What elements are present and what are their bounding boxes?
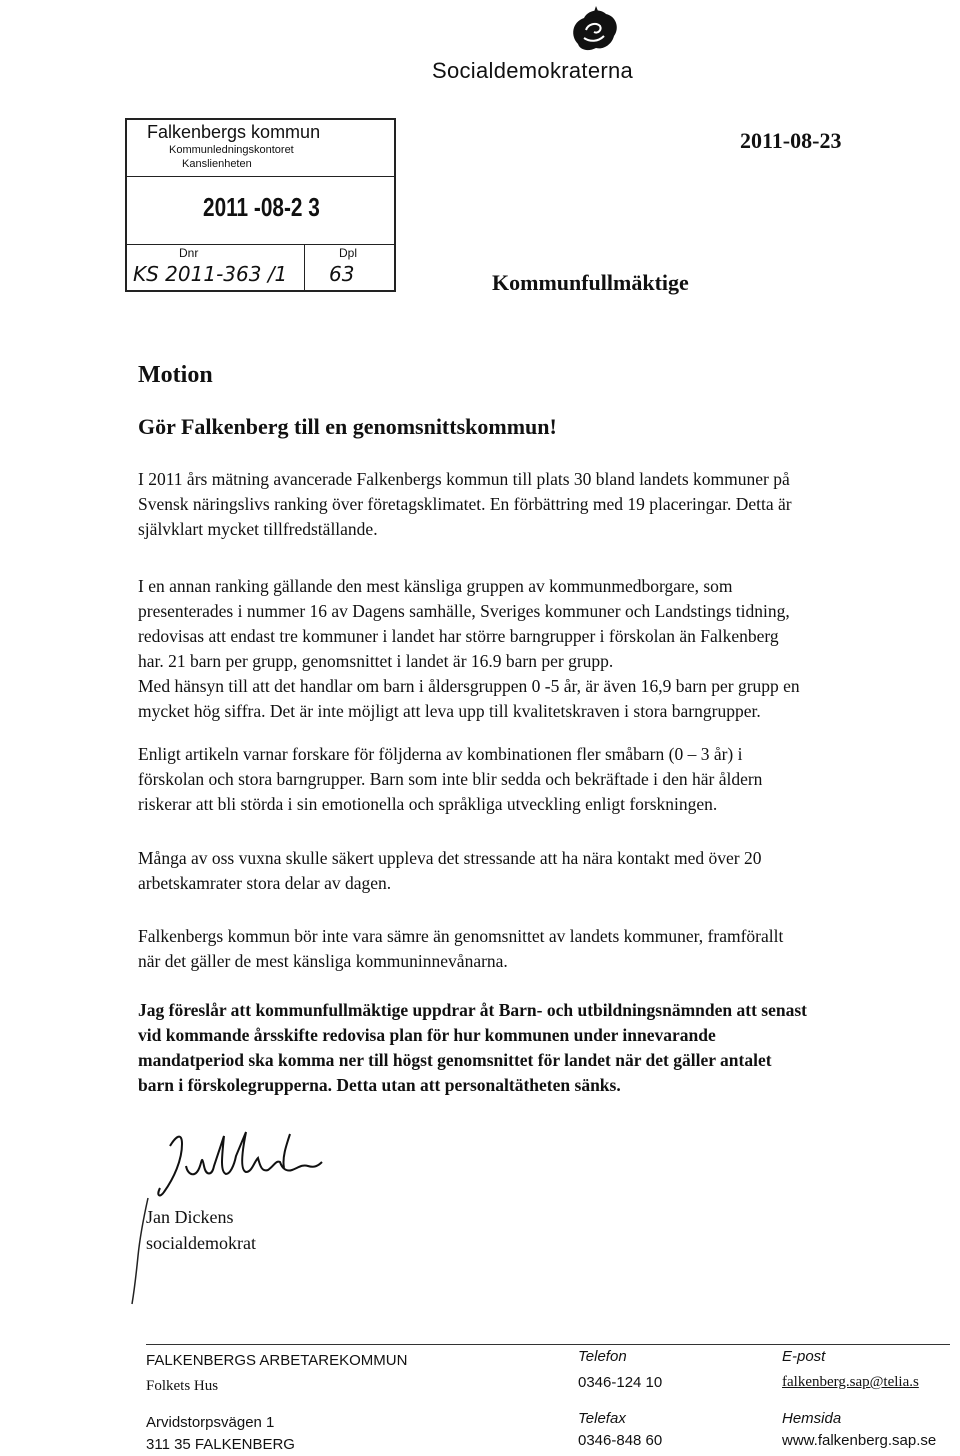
document-date: 2011-08-23: [740, 128, 842, 153]
text-line: arbetskamrater stora delar av dagen.: [138, 873, 392, 893]
footer-email-label: E-post: [782, 1348, 826, 1365]
text-line: riskerar att bli störda i sin emotionella och språkliga utveckling enligt forskningen.: [138, 794, 718, 814]
stamp-dnr-label: Dnr: [179, 246, 199, 260]
footer-fax-value: 0346-848 60: [578, 1432, 663, 1449]
party-name: Socialdemokraterna: [432, 58, 634, 83]
stamp-unit: Kanslienheten: [182, 158, 252, 170]
text-line: mycket hög siffra. Det är inte möjligt att leva upp till kvalitetskraven i stora barngrupper.: [138, 701, 761, 721]
stamp-divider: [127, 176, 394, 177]
proposal-paragraph: [138, 998, 938, 1098]
stamp-dnr-value: KS 2011-363 /1: [133, 262, 288, 286]
text-line: I en annan ranking gällande den mest känsliga gruppen av kommunmedborgare, som: [138, 576, 733, 596]
stamp-dpl-value: 63: [329, 262, 355, 286]
footer-phone-value: 0346-124 10: [578, 1374, 663, 1391]
handwritten-signature: [142, 1126, 342, 1206]
text-line: förskolan och stora barngrupper. Barn som inte blir sedda och bekräftade i den här åldern: [138, 769, 763, 789]
stamp-divider: [127, 244, 394, 245]
footer-address-street: Arvidstorpsvägen 1: [146, 1414, 275, 1431]
stamp-department: Kommunledningskontoret: [169, 144, 294, 156]
text-line: barn i förskolegrupperna. Detta utan att personaltätheten sänks.: [138, 1075, 621, 1095]
footer-fax-label: Telefax: [578, 1410, 626, 1427]
text-line: har. 21 barn per grupp, genomsnittet i landet är 16.9 barn per grupp.: [138, 651, 614, 671]
text-line: självklart mycket tillfredställande.: [138, 519, 378, 539]
text-line: Jag föreslår att kommunfullmäktige uppdrar åt Barn- och utbildningsnämnden att senast: [138, 1000, 807, 1020]
text-line: Svensk näringslivs ranking över företagsklimatet. En förbättring med 19 placeringar. Detta är: [138, 494, 792, 514]
text-line: Enligt artikeln varnar forskare för följderna av kombinationen fler småbarn (0 – 3 år) i: [138, 744, 743, 764]
footer-address-city: 311 35 FALKENBERG: [146, 1436, 295, 1453]
footer-web-label: Hemsida: [782, 1410, 842, 1427]
paragraph: [138, 924, 938, 974]
text-line: I 2011 års mätning avancerade Falkenbergs kommun till plats 30 bland landets kommuner på: [138, 469, 790, 489]
text-line: vid kommande årsskifte redovisa plan för hur kommunen under innevarande: [138, 1025, 716, 1045]
signer-title: socialdemokrat: [146, 1233, 256, 1253]
rose-in-hand-icon: [566, 4, 622, 56]
footer-org-name: FALKENBERGS ARBETAREKOMMUN: [146, 1352, 408, 1369]
text-line: Många av oss vuxna skulle säkert uppleva det stressande att ha nära kontakt med över 20: [138, 848, 762, 868]
text-line: Med hänsyn till att det handlar om barn i åldersgruppen 0 -5 år, är även 16,9 barn per grupp en: [138, 676, 800, 696]
footer-email-link[interactable]: falkenberg.sap@telia.s: [782, 1374, 919, 1390]
paragraph: [138, 846, 938, 896]
stamp-dpl-label: Dpl: [339, 246, 358, 260]
stamp-divider: [304, 244, 305, 290]
registration-stamp: [125, 118, 396, 292]
stamp-date: 2011 -08-2 3: [203, 192, 320, 222]
footer-org-building: Folkets Hus: [146, 1378, 219, 1394]
footer-web-link[interactable]: www.falkenberg.sap.se: [782, 1432, 937, 1449]
signer-name: Jan Dickens: [146, 1207, 234, 1227]
text-line: mandatperiod ska komma ner till högst genomsnittet för landet när det gäller antalet: [138, 1050, 772, 1070]
text-line: när det gäller de mest känsliga kommuninnevånarna.: [138, 951, 508, 971]
paragraph: [138, 467, 938, 542]
text-line: Falkenbergs kommun bör inte vara sämre än genomsnittet av landets kommuner, framförallt: [138, 926, 784, 946]
stamp-org: Falkenbergs kommun: [147, 122, 321, 142]
document-title: Gör Falkenberg till en genomsnittskommun!: [138, 414, 557, 439]
paragraph: [138, 742, 938, 817]
text-line: presenterades i nummer 16 av Dagens samhälle, Sveriges kommuner och Landstings tidning,: [138, 601, 790, 621]
document-type: Motion: [138, 362, 213, 388]
paragraph: [138, 574, 938, 724]
footer-divider: [146, 1344, 950, 1345]
text-line: redovisas att endast tre kommuner i landet har större barngrupper i förskolan än Falkenberg: [138, 626, 779, 646]
recipient: Kommunfullmäktige: [492, 270, 689, 295]
footer-phone-label: Telefon: [578, 1348, 627, 1365]
